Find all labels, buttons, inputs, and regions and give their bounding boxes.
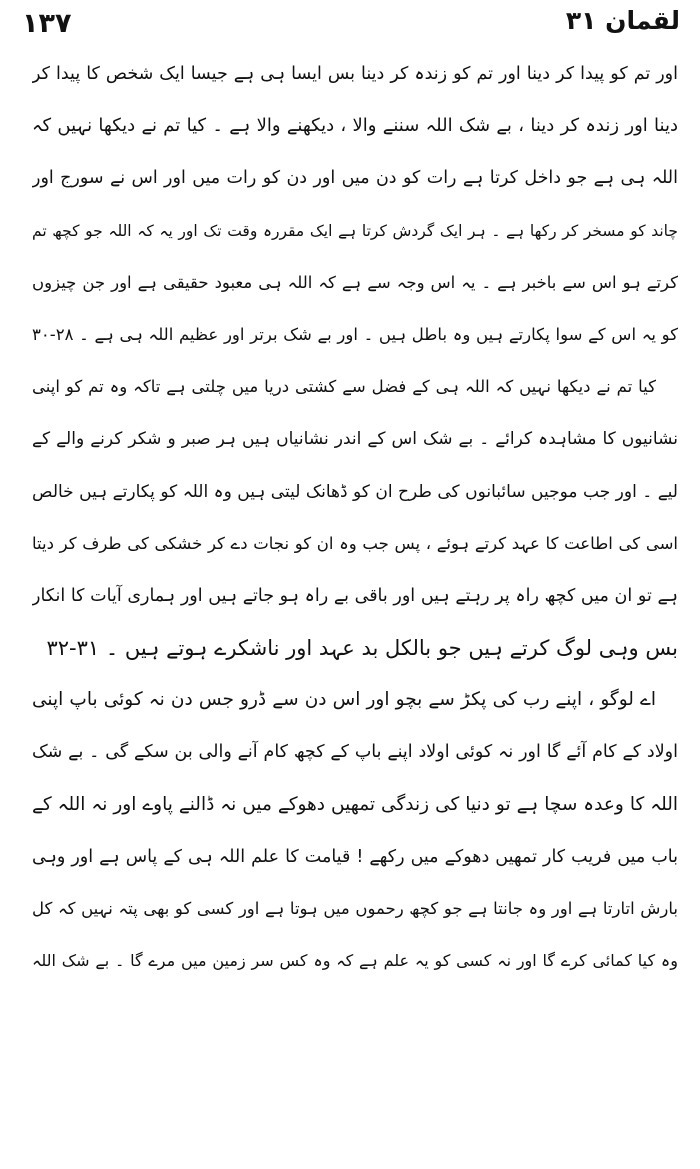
text-line: ہے تو ان میں کچھ راہ پر رہتے ہیں اور باقی بے راہ ہو جاتے ہیں اور ہماری آیات کا انکار [32,585,678,606]
text-line: وہ کیا کمائی کرے گا اور نہ کسی کو یہ علم ہے کہ وہ کس سر زمین میں مرے گا ۔ بے شک اللہ [32,951,678,971]
text-line: کرتے ہو اس سے باخبر ہے ۔ یہ اس وجہ سے ہے کہ اللہ ہی معبود حقیقی ہے اور جن چیزوں [32,272,678,292]
text-line: بارش اتارتا ہے اور وہ جانتا ہے جو کچھ رحموں میں ہوتا ہے اور کسی کو بھی پتہ نہیں کہ کل [32,899,678,918]
text-line: کو یہ اس کے سوا پکارتے ہیں وہ باطل ہیں ۔ اور بے شک برتر اور عظیم اللہ ہی ہے ۔ ۲۸-۳۰ [32,324,678,344]
text-line: اسی کی اطاعت کا عہد کرتے ہوئے ، پس جب وہ ان کو نجات دے کر خشکی کی طرف کر دیتا [32,533,678,553]
text-line: چاند کو مسخر کر رکھا ہے ۔ ہر ایک گردش کرتا ہے ایک مقررہ وقت تک اور یہ کہ اللہ جو کچھ تم [32,221,678,240]
page-number: ۱۳۷ [22,8,72,39]
page-header [0,0,700,52]
body-text [32,48,678,987]
text-line: اللہ ہی ہے جو داخل کرتا ہے رات کو دن میں اور دن کو رات میں اور اس نے سورج اور [32,168,678,189]
surah-running-head: لقمان ۳۱ [565,6,680,35]
text-line: دینا اور زندہ کر دینا ، بے شک اللہ سننے والا ، دیکھنے والا ہے ۔ کیا تم نے دیکھا نہیں کہ [32,115,678,137]
text-line: باب میں فریب کار تمھیں دھوکے میں رکھے ! قیامت کا علم اللہ ہی کے پاس ہے اور وہی [32,846,678,867]
text-line: اور تم کو پیدا کر دینا اور تم کو زندہ کر دینا بس ایسا ہی ہے جیسا ایک شخص کا پیدا کر [32,64,678,84]
text-line: کیا تم نے دیکھا نہیں کہ اللہ ہی کے فضل سے کشتی دریا میں چلتی ہے تاکہ وہ تم کو اپنی [32,377,656,397]
text-line: نشانیوں کا مشاہدہ کرائے ۔ بے شک اس کے اندر نشانیاں ہیں ہر صبر و شکر کرنے والے کے [32,429,678,450]
text-line: اللہ کا وعدہ سچا ہے تو دنیا کی زندگی تمھیں دھوکے میں نہ ڈالنے پاوے اور نہ اللہ کے [32,793,678,815]
text-line: اے لوگو ، اپنے رب کی پکڑ سے بچو اور اس دن سے ڈرو جس دن نہ کوئی باپ اپنی [32,689,656,711]
text-line: اولاد کے کام آئے گا اور نہ کوئی اولاد اپنے باپ کے کچھ کام آنے والی بن سکے گی ۔ بے شک [32,742,678,763]
text-line: بس وہی لوگ کرتے ہیں جو بالکل بد عہد اور ناشکرے ہوتے ہیں ۔ ۳۱-۳۲ [46,636,678,661]
text-line: لیے ۔ اور جب موجیں سائبانوں کی طرح ان کو ڈھانک لیتی ہیں وہ اللہ کو پکارتے ہیں خالص [32,481,678,502]
